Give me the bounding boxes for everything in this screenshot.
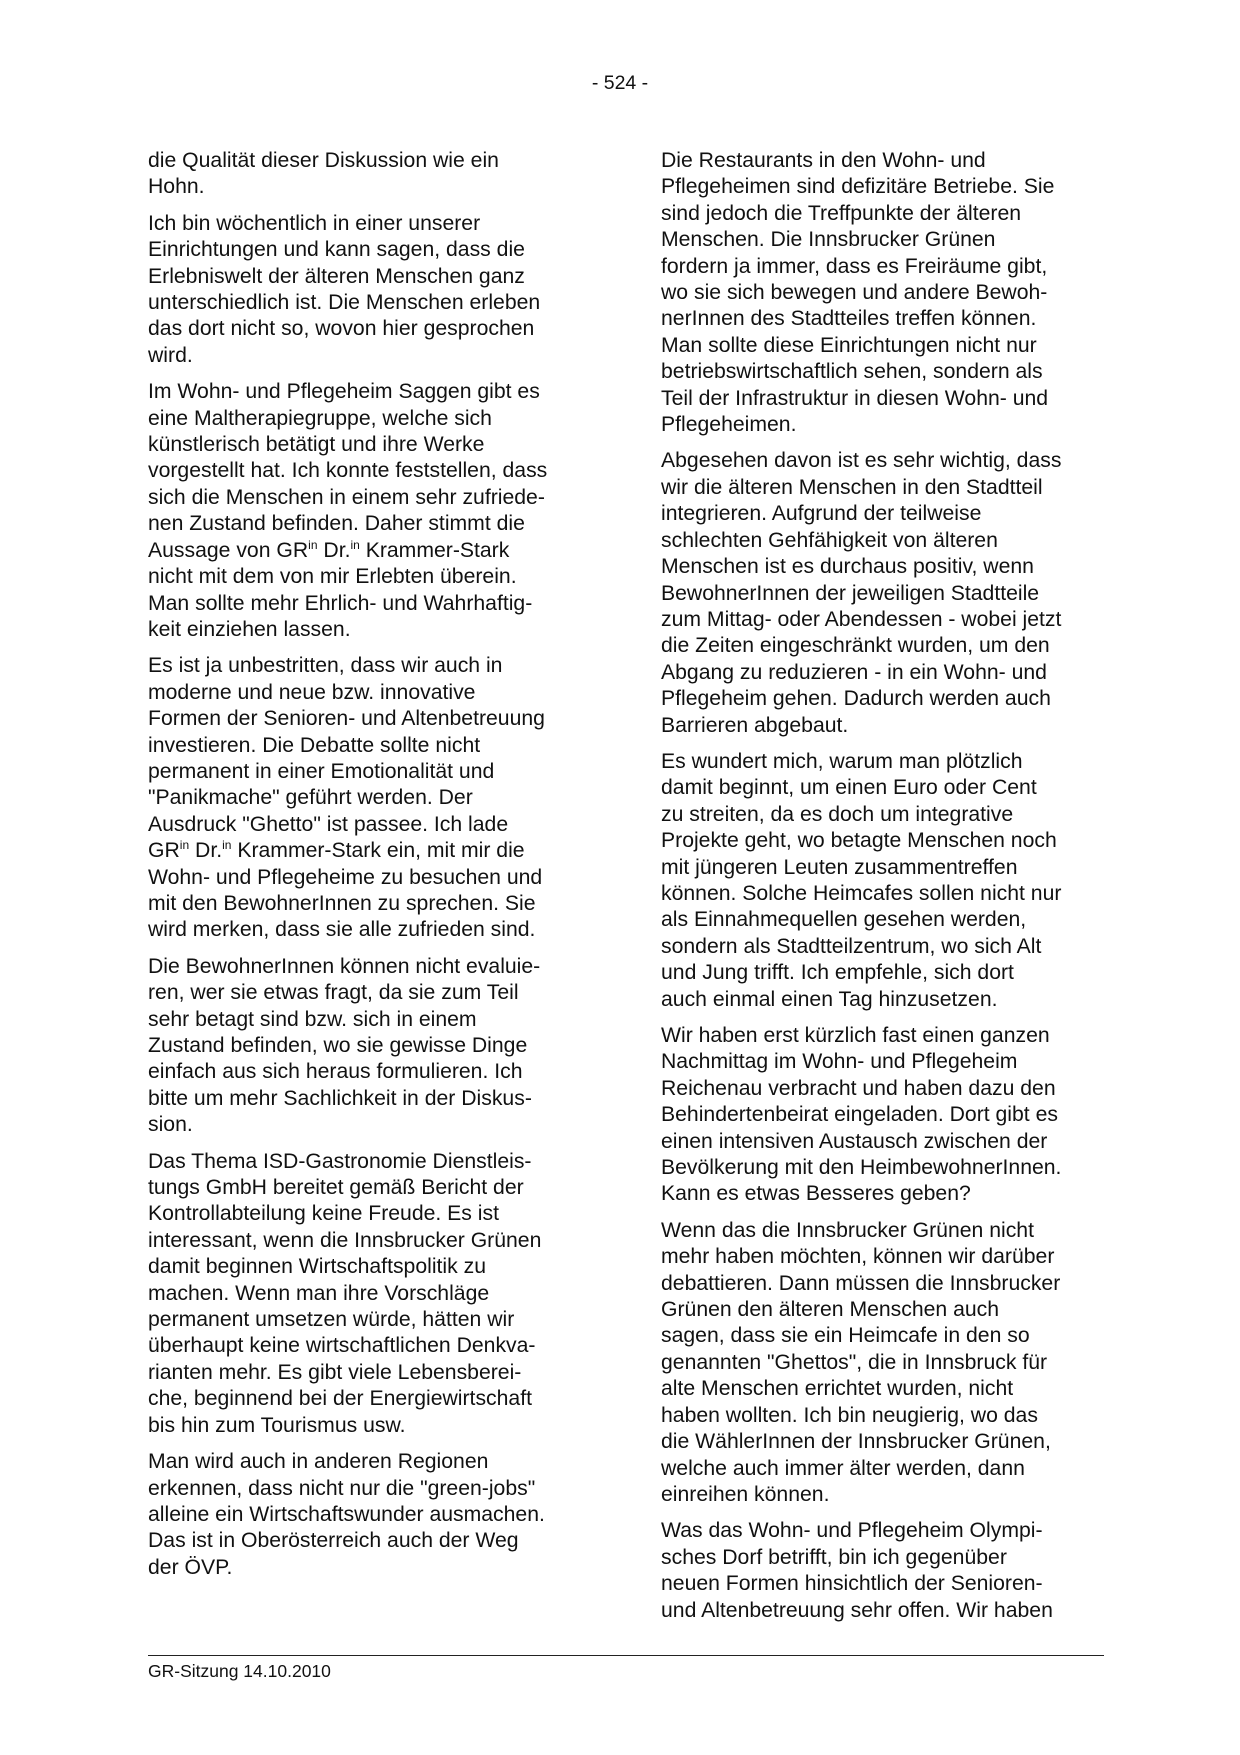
paragraph — [661, 1023, 1101, 1208]
page-number: - 524 - — [591, 72, 649, 94]
text-line: Wenn das die Innsbrucker Grünen nicht — [661, 1218, 1034, 1242]
text-line: Man sollte diese Einrichtungen nicht nur — [661, 333, 1037, 357]
superscript: in — [179, 838, 190, 853]
text-line: bis hin zum Tourismus usw. — [148, 1413, 406, 1437]
text-line: sich die Menschen in einem sehr zufriede- — [148, 485, 545, 509]
text-line: nerInnen des Stadtteiles treffen können. — [661, 307, 1037, 331]
text-line: wo sie sich bewegen und andere Bewoh- — [661, 281, 1048, 305]
text-line: wird merken, dass sie alle zufrieden sind. — [148, 918, 536, 942]
text-line: betriebswirtschaftlich sehen, sondern als — [661, 360, 1043, 384]
text-line: Barrieren abgebaut. — [661, 713, 849, 737]
text-line: sagen, dass sie ein Heimcafe in den so — [661, 1324, 1030, 1348]
text-line: der ÖVP. — [148, 1555, 233, 1579]
text-line: sehr betagt sind bzw. sich in einem — [148, 1007, 477, 1031]
text-line: sondern als Stadtteilzentrum, wo sich Alt — [661, 934, 1042, 958]
text-line: können. Solche Heimcafes sollen nicht nur — [661, 881, 1062, 905]
text-line: einfach aus sich heraus formulieren. Ich — [148, 1060, 523, 1084]
text-line: alleine ein Wirtschaftswunder ausmachen. — [148, 1502, 545, 1526]
text-line: Im Wohn- und Pflegeheim Saggen gibt es — [148, 380, 540, 404]
text-line: als Einnahmequellen gesehen werden, — [661, 908, 1027, 932]
text-line: damit beginnt, um einen Euro oder Cent — [661, 776, 1037, 800]
text-line: Hohn. — [148, 175, 205, 199]
text-line: Man wird auch in anderen Regionen — [148, 1450, 489, 1474]
text-line: Pflegeheim gehen. Dadurch werden auch — [661, 687, 1051, 711]
text-line: schlechten Gehfähigkeit von älteren — [661, 528, 998, 552]
text-line: Das ist in Oberösterreich auch der Weg — [148, 1529, 519, 1553]
text-line: debattieren. Dann müssen die Innsbrucker — [661, 1271, 1061, 1295]
text-line: zu streiten, da es doch um integrative — [661, 802, 1014, 826]
text-line: sches Dorf betrifft, bin ich gegenüber — [661, 1545, 1007, 1569]
text-line: eine Maltherapiegruppe, welche sich — [148, 406, 492, 430]
text-line: Kontrollabteilung keine Freude. Es ist — [148, 1202, 499, 1226]
text-line: welche auch immer älter werden, dann — [661, 1456, 1025, 1480]
text-line: Abgang zu reduzieren - in ein Wohn- und — [661, 660, 1047, 684]
text-line: Dr. — [317, 538, 351, 562]
paragraph — [148, 1149, 588, 1439]
text-line: Wohn- und Pflegeheime zu besuchen und — [148, 865, 543, 889]
text-line: moderne und neue bzw. innovative — [148, 680, 476, 704]
text-line: Es ist ja unbestritten, dass wir auch in — [148, 654, 503, 678]
text-line: Wir haben erst kürzlich fast einen ganzen — [661, 1024, 1050, 1047]
text-line: Ich bin wöchentlich in einer unserer — [148, 211, 481, 235]
paragraph — [148, 211, 588, 369]
text-line: investieren. Die Debatte sollte nicht — [148, 733, 481, 757]
text-line: überhaupt keine wirtschaftlichen Denkva- — [148, 1334, 536, 1358]
text-line: künstlerisch betätigt und ihre Werke — [148, 433, 485, 457]
paragraph — [661, 148, 1101, 438]
text-line: machen. Wenn man ihre Vorschläge — [148, 1281, 490, 1305]
left-column — [148, 148, 588, 1591]
text-line: Grünen den älteren Menschen auch — [661, 1298, 1000, 1322]
text-line: ren, wer sie etwas fragt, da sie zum Teil — [148, 981, 519, 1005]
text-line: neuen Formen hinsichtlich der Senioren- — [661, 1572, 1043, 1596]
text-line: sind jedoch die Treffpunkte der älteren — [661, 201, 1022, 225]
text-line: BewohnerInnen der jeweiligen Stadtteile — [661, 581, 1040, 605]
text-line: und Altenbetreuung sehr offen. Wir haben — [661, 1598, 1053, 1622]
text-line: unterschiedlich ist. Die Menschen erleben — [148, 291, 541, 315]
text-line: Das Thema ISD-Gastronomie Dienstleis- — [148, 1149, 532, 1173]
text-line: Abgesehen davon ist es sehr wichtig, dass — [661, 449, 1062, 473]
text-line: mit den BewohnerInnen zu sprechen. Sie — [148, 891, 536, 915]
text-line: Man sollte mehr Ehrlich- und Wahrhaftig- — [148, 591, 533, 615]
paragraph — [661, 1518, 1101, 1624]
paragraph — [661, 749, 1101, 1013]
text-line: erkennen, dass nicht nur die "green-jobs" — [148, 1476, 536, 1500]
text-line: einen intensiven Austausch zwischen der — [661, 1129, 1048, 1153]
text-line: wird. — [148, 343, 193, 367]
text-line: mehr haben möchten, können wir darüber — [661, 1245, 1055, 1269]
text-line: genannten "Ghettos", die in Innsbruck für — [661, 1350, 1048, 1374]
text-line: Erlebniswelt der älteren Menschen ganz — [148, 264, 525, 288]
text-line: interessant, wenn die Innsbrucker Grünen — [148, 1228, 542, 1252]
footer-session-date: GR-Sitzung 14.10.2010 — [148, 1661, 331, 1681]
text-line: permanent in einer Emotionalität und — [148, 759, 495, 783]
text-line: Dr. — [189, 839, 223, 863]
text-line: Es wundert mich, warum man plötzlich — [661, 749, 1023, 773]
text-line: und Jung trifft. Ich empfehle, sich dort — [661, 961, 1014, 985]
paragraph — [661, 1218, 1101, 1508]
footer-divider — [148, 1655, 1104, 1656]
paragraph — [661, 448, 1101, 738]
text-line: Ausdruck "Ghetto" ist passee. Ich lade — [148, 812, 509, 836]
text-line: integrieren. Aufgrund der teilweise — [661, 502, 982, 526]
text-line: auch einmal einen Tag hinzusetzen. — [661, 987, 998, 1011]
text-line: vorgestellt hat. Ich konnte feststellen, dass — [148, 459, 548, 483]
text-line: Die BewohnerInnen können nicht evaluie- — [148, 954, 541, 978]
text-line: Kann es etwas Besseres geben? — [661, 1182, 971, 1206]
text-line: die Qualität dieser Diskussion wie ein — [148, 149, 499, 172]
text-line: Projekte geht, wo betagte Menschen noch — [661, 829, 1057, 853]
paragraph — [148, 379, 588, 643]
paragraph — [148, 653, 588, 943]
text-line: die Zeiten eingeschränkt wurden, um den — [661, 634, 1050, 658]
text-line: GR — [148, 839, 180, 863]
text-line: Behindertenbeirat eingeladen. Dort gibt es — [661, 1103, 1058, 1127]
text-line: Einrichtungen und kann sagen, dass die — [148, 238, 525, 262]
text-line: Was das Wohn- und Pflegeheim Olympi- — [661, 1519, 1043, 1543]
superscript: in — [350, 537, 360, 552]
text-line: Aussage von GR — [148, 538, 309, 562]
text-line: sion. — [148, 1113, 193, 1137]
text-line: Pflegeheimen sind defizitäre Betriebe. Sie — [661, 175, 1055, 199]
text-line: Die Restaurants in den Wohn- und — [661, 149, 986, 172]
text-line: alte Menschen errichtet wurden, nicht — [661, 1377, 1014, 1401]
text-line: Zustand befinden, wo sie gewisse Dinge — [148, 1034, 528, 1057]
text-line: das dort nicht so, wovon hier gesprochen — [148, 317, 535, 341]
text-line: Bevölkerung mit den HeimbewohnerInnen. — [661, 1156, 1062, 1180]
paragraph — [148, 148, 588, 201]
text-line: damit beginnen Wirtschaftspolitik zu — [148, 1255, 486, 1279]
text-line: Nachmittag im Wohn- und Pflegeheim — [661, 1050, 1018, 1074]
paragraph — [148, 1449, 588, 1581]
text-line: wir die älteren Menschen in den Stadtteil — [661, 475, 1043, 499]
text-line: che, beginnend bei der Energiewirtschaft — [148, 1387, 532, 1411]
text-line: mit jüngeren Leuten zusammentreffen — [661, 855, 1018, 879]
text-line: Krammer-Stark — [359, 538, 510, 562]
text-line: einreihen können. — [661, 1482, 830, 1506]
text-line: Krammer-Stark ein, mit mir die — [231, 839, 525, 863]
text-line: nen Zustand befinden. Daher stimmt die — [148, 512, 525, 536]
text-line: permanent umsetzen würde, hätten wir — [148, 1308, 515, 1332]
text-line: Menschen ist es durchaus positiv, wenn — [661, 555, 1034, 579]
text-line: Pflegeheimen. — [661, 413, 797, 437]
text-line: nicht mit dem von mir Erlebten überein. — [148, 565, 517, 589]
text-line: rianten mehr. Es gibt viele Lebensberei- — [148, 1360, 522, 1384]
text-line: die WählerInnen der Innsbrucker Grünen, — [661, 1430, 1051, 1454]
text-line: Menschen. Die Innsbrucker Grünen — [661, 228, 996, 252]
text-line: keit einziehen lassen. — [148, 617, 351, 641]
superscript: in — [308, 537, 318, 552]
text-line: fordern ja immer, dass es Freiräume gibt, — [661, 254, 1048, 278]
text-line: Formen der Senioren- und Altenbetreuung — [148, 707, 545, 731]
superscript: in — [222, 838, 232, 853]
text-line: zum Mittag- oder Abendessen - wobei jetzt — [661, 607, 1062, 631]
text-line: "Panikmache" geführt werden. Der — [148, 786, 473, 810]
text-line: haben wollten. Ich bin neugierig, wo das — [661, 1403, 1038, 1427]
text-line: Teil der Infrastruktur in diesen Wohn- und — [661, 386, 1049, 410]
right-column — [661, 148, 1101, 1634]
text-line: Reichenau verbracht und haben dazu den — [661, 1076, 1056, 1100]
text-line: tungs GmbH bereitet gemäß Bericht der — [148, 1176, 524, 1200]
text-line: bitte um mehr Sachlichkeit in der Diskus- — [148, 1086, 532, 1110]
paragraph — [148, 954, 588, 1139]
